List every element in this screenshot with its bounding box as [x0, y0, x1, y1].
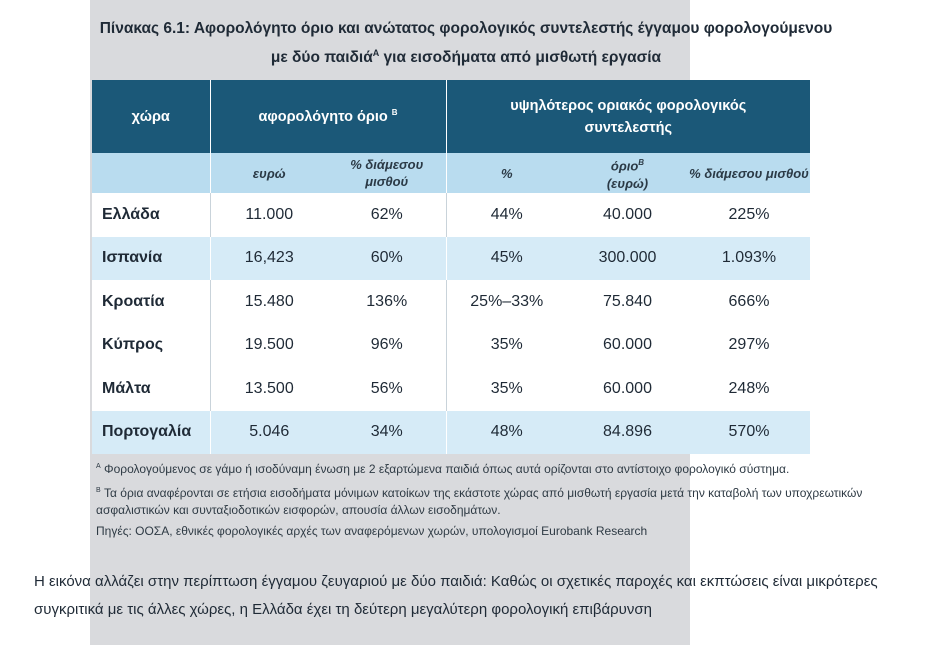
- header-allowance: αφορολόγητο όριο $^B$: [210, 80, 446, 153]
- cell-rate: 48%: [446, 411, 567, 455]
- cell-allowance-pct: 136%: [328, 280, 446, 324]
- cell-allowance-eur: 19.500: [210, 324, 328, 368]
- cell-threshold-pct: 297%: [688, 324, 810, 368]
- cell-allowance-eur: 16,423: [210, 237, 328, 281]
- subheader-threshold: όριο$^B$ (ευρώ): [567, 153, 688, 193]
- cell-rate: 25%–33%: [446, 280, 567, 324]
- cell-threshold-eur: 75.840: [567, 280, 688, 324]
- cell-country: Ισπανία: [92, 237, 210, 281]
- cell-country: Κροατία: [92, 280, 210, 324]
- cell-threshold-eur: 40.000: [567, 193, 688, 237]
- cell-rate: 35%: [446, 367, 567, 411]
- header-country: χώρα: [92, 80, 210, 153]
- cell-threshold-eur: 60.000: [567, 324, 688, 368]
- cell-country: Μάλτα: [92, 367, 210, 411]
- table-row: [92, 324, 810, 368]
- cell-threshold-pct: 666%: [688, 280, 810, 324]
- cell-threshold-eur: 84.896: [567, 411, 688, 455]
- cell-threshold-pct: 225%: [688, 193, 810, 237]
- footnote-b: $^B$ Τα όρια αναφέρονται σε ετήσια εισοδήματα μόνιμων κατοίκων της εκάστοτε χώρας από μισθωτή εργασία μετά την καταβολή των υποχρεωτικών ασφαλιστικών και συνταξιοδοτικών εισφορών, απουσία άλλων εισοδημάτων.: [96, 486, 863, 517]
- table-row: [92, 237, 810, 281]
- cell-threshold-pct: 1.093%: [688, 237, 810, 281]
- cell-country: Πορτογαλία: [92, 411, 210, 455]
- cell-rate: 45%: [446, 237, 567, 281]
- cell-rate: 44%: [446, 193, 567, 237]
- table-row: [92, 193, 810, 237]
- cell-threshold-pct: 248%: [688, 367, 810, 411]
- subheader-empty: [92, 153, 210, 193]
- cell-allowance-eur: 5.046: [210, 411, 328, 455]
- cell-allowance-eur: 13.500: [210, 367, 328, 411]
- source-note: Πηγές: ΟΟΣΑ, εθνικές φορολογικές αρχές των αναφερόμενων χωρών, υπολογισμοί Eurobank Research: [96, 524, 648, 538]
- table-footnotes: [96, 458, 876, 544]
- subheader-pct: %: [446, 153, 567, 193]
- table-row: [92, 367, 810, 411]
- cell-allowance-pct: 60%: [328, 237, 446, 281]
- cell-country: Κύπρος: [92, 324, 210, 368]
- table-header-row: [92, 80, 810, 153]
- cell-allowance-eur: 11.000: [210, 193, 328, 237]
- table-title: [40, 16, 892, 70]
- body-paragraph: Η εικόνα αλλάζει στην περίπτωση έγγαμου ζευγαριού με δύο παιδιά: Καθώς οι σχετικές παροχές και εκπτώσεις είναι μικρότερες συγκριτικά με τις άλλες χώρες, η Ελλάδα έχει τη δεύτερη μεγαλύτερη φορολογική επιβάρυνση: [34, 573, 878, 618]
- footnote-a: $^A$ Φορολογούμενος σε γάμο ή ισοδύναμη ένωση με 2 εξαρτώμενα παιδιά όπως αυτά ορίζονται στο αντίστοιχο φορολογικό σύστημα.: [96, 462, 790, 476]
- cell-allowance-eur: 15.480: [210, 280, 328, 324]
- footnote-marker-a: A: [372, 48, 380, 58]
- header-top-rate: υψηλότερος οριακός φορολογικός συντελεστής: [446, 80, 810, 153]
- cell-threshold-eur: 300.000: [567, 237, 688, 281]
- cell-threshold-pct: 570%: [688, 411, 810, 455]
- cell-allowance-pct: 96%: [328, 324, 446, 368]
- table-subheader-row: [92, 153, 810, 193]
- cell-allowance-pct: 56%: [328, 367, 446, 411]
- subheader-pct-salary: % διάμεσου μισθού: [328, 153, 446, 193]
- table-row: [92, 280, 810, 324]
- title-line-1: Πίνακας 6.1: Αφορολόγητο όριο και ανώτατος φορολογικός συντελεστής έγγαμου φορολογούμενου: [99, 20, 833, 37]
- subheader-euro: ευρώ: [210, 153, 328, 193]
- subheader-pct-salary-2: % διάμεσου μισθού: [688, 153, 810, 193]
- cell-threshold-eur: 60.000: [567, 367, 688, 411]
- title-line-2: με δύο παιδιά$^A$ για εισοδήματα από μισθωτή εργασία: [270, 48, 662, 67]
- cell-country: Ελλάδα: [92, 193, 210, 237]
- cell-rate: 35%: [446, 324, 567, 368]
- cell-allowance-pct: 62%: [328, 193, 446, 237]
- tax-table: [92, 80, 810, 454]
- cell-allowance-pct: 34%: [328, 411, 446, 455]
- table-row: [92, 411, 810, 455]
